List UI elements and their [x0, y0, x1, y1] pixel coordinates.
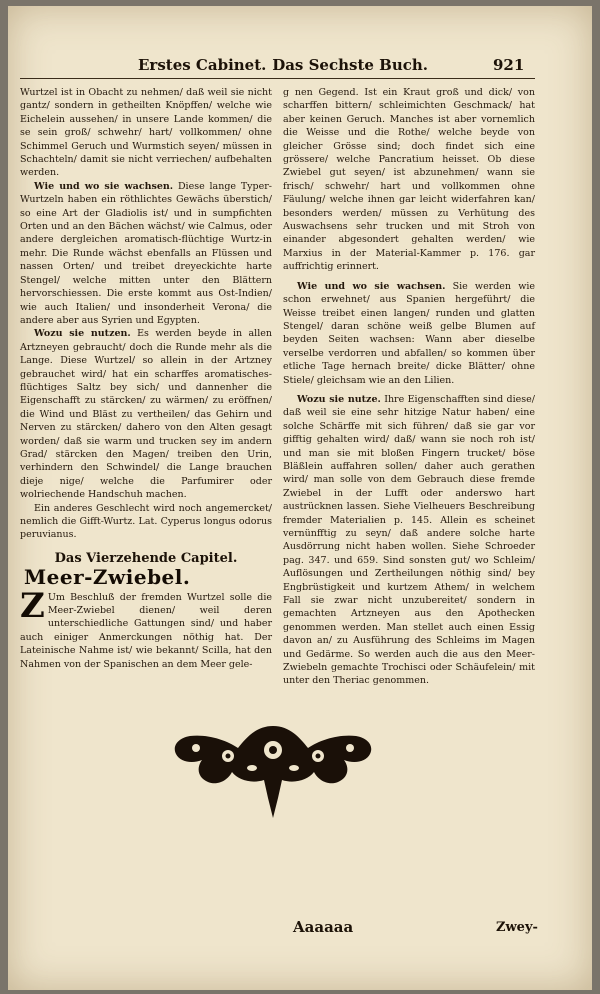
- section-heading: Wozu sie nutze.: [297, 393, 381, 405]
- section-heading: Wozu sie nutzen.: [34, 328, 131, 340]
- header-rule: [20, 78, 535, 79]
- section-heading: Wie und wo sie wachsen.: [297, 280, 446, 292]
- paragraph-text: Sie werden wie schon erwehnet/ aus Spanien hergeführt/ die Weisse treibet einen langen/ runden und glatten Stengel/ daran schöne weiß gelbe Blumen auf beyden Seiten wachsen: Wann aber dieselbe verselbe verdorren und abfallen/ so kommen über etliche Tage hernach breite/ dicke Blätter/ ohne Stiele/ gleichsam wie an den Lilien.: [283, 280, 535, 386]
- paragraph: [20, 327, 272, 501]
- running-head: [138, 56, 428, 74]
- paragraph-text: Ihre Eigenschafften sind diese/ daß weil sie eine sehr hitzige Natur haben/ eine solche Schärffe mit sich führen/ daß sie gar vor gifftig gehalten wird/ daß/ wann sie noch roh ist/ und man sie mit bloßen Fingern trucket/ böse Bläßlein auffahren sollen/ daher auch gerathen wird/ man solle von dem Gebrauch diese fremde Zwiebel in der Lufft oder anderswo hart austrücknen lassen. Siehe Vielheuers Beschreibung fremder Materialien p. 145. Allein es scheinet vernünfftig zu seyn/ daß andere solche harte Ausdörrung nicht haben wollen. Siehe Schroeder pag. 347. und 659. Sind sonsten gut/ wo Schleim/ Auflösungen und Zertheilungen nöthig sind/ bey Engbrüstigkeit und kurtzem Athem/ in welchem Fall sie zwar nicht unzubereitet/ sondern in gemachten Artzneyen aus den Apothecken genommen werden. Man stellet auch einen Essig davon an/ zu Ausführung des Schleims im Magen und Gedärme. So werden auch die aus den Meer-Zwiebeln gemachte Trochisci oder Schäufelein/ mit unter den Theriac genommen.: [283, 393, 535, 687]
- drop-cap: Z: [20, 585, 45, 626]
- ornament-vignette-icon: [168, 718, 378, 823]
- main-title: Meer-Zwiebel.: [24, 565, 191, 590]
- paragraph-text: Diese lange Typer-Wurtzeln haben ein röthlichtes Gewächs überstich/ so eine Art der Gladiolis ist/ und in sumpfichten Orten und an den Bächen wächst/ wie Calmus, oder andere dergleichen aromatisch-flüchtige Wurtz-in mehr. Die Runde wächst ebenfalls an Flüssen und nassen Orten/ und treibet dreyeckichte harte Stengel/ welche mitten unter den Blättern hervorschiessen. Die erste kommt aus Ost-Indien/ wie auch Italien/ und insonderheit Verona/ die andere aber aus Syrien und Egypten.: [20, 180, 272, 326]
- chapter-title: Das Vierzehende Capitel.: [54, 550, 238, 566]
- paragraph: [20, 585, 272, 671]
- paragraph: Ein anderes Geschlecht wird noch angemercket/ nemlich die Gifft-Wurtz. Lat. Cyperus longus odorus peruvianus.: [20, 502, 272, 541]
- paragraph: [283, 393, 535, 688]
- paragraph: [283, 280, 535, 387]
- running-head-right: Das Sechste Buch.: [272, 56, 428, 74]
- catchword: Zwey-: [496, 920, 538, 935]
- paragraph-text: Um Beschluß der fremden Wurtzel solle die Meer-Zwiebel dienen/ weil deren unterschiedliche Gattungen sind/ und haber auch einiger Anmerckungen nöthig hat. Der Lateinische Nahme ist/ wie bekannt/ Scilla, hat den Nahmen von der Spanischen an dem Meer gele-: [20, 591, 272, 670]
- page-number: 921: [493, 56, 525, 74]
- left-column: [20, 86, 272, 671]
- signature-mark: Aaaaaa: [293, 918, 354, 936]
- paragraph-text: Es werden beyde in allen Artzneyen gebraucht/ doch die Runde mehr als die Lange. Diese Wurtzel/ so allein in der Artzney gebrauchet wird/ hat ein scharffes aromatisches-flüchtiges Saltz bey sich/ und dannenher die Eigenschafft zu stärcken/ zu wärmen/ zu eröffnen/ die Wind und Bläst zu vertheilen/ das Gehirn und Nerven zu stärcken/ dahero von den Alten gesagt worden/ daß sie warm und trucken sey im andern Grad/ stärcken den Magen/ treiben den Urin, verhindern den Schwindel/ die Lange brauchen dieje nige/ welche die Parfumirer oder wolriechende Handschuh machen.: [20, 328, 272, 501]
- right-column: [283, 86, 535, 688]
- paragraph: Wurtzel ist in Obacht zu nehmen/ daß weil sie nicht gantz/ sondern in getheilten Knöpffen/ welche wie Eichelein aussehen/ in unsere Lande kommen/ die se sein groß/ schwehr/ hart/ vollkommen/ ohne Schimmel Geruch und Wurmstich seyen/ müssen in Schachteln/ damit sie nicht verriechen/ aufbehalten werden.: [20, 87, 272, 179]
- section-heading: Wie und wo sie wachsen.: [34, 180, 174, 192]
- paragraph: [20, 180, 272, 327]
- paragraph: g nen Gegend. Ist ein Kraut groß und dick/ von scharffen bittern/ schleimichten Geschmack/ hat aber keinen Geruch. Manches ist aber vornemlich die Weisse und die Rothe/ welche beyde von gleicher Grösse sind; doch findet sich eine grössere/ welche Pancratium heisset. Ob diese Zwiebel gut seyen/ ist abzunehmen/ wann sie frisch/ schwehr/ hart und vollkommen ohne Fäulung/ welche ihnen gar leicht widerfahren kan/ besonders werden/ müssen zu Verhütung des Auswachsens sehr trucken und mit Stroh von einander abgesondert gehalten werden/ wie Marxius in der Material-Kammer p. 176. gar auffrichtig erinnert.: [283, 87, 535, 273]
- book-page: [8, 6, 592, 990]
- running-head-left: Erstes Cabinet.: [138, 56, 267, 74]
